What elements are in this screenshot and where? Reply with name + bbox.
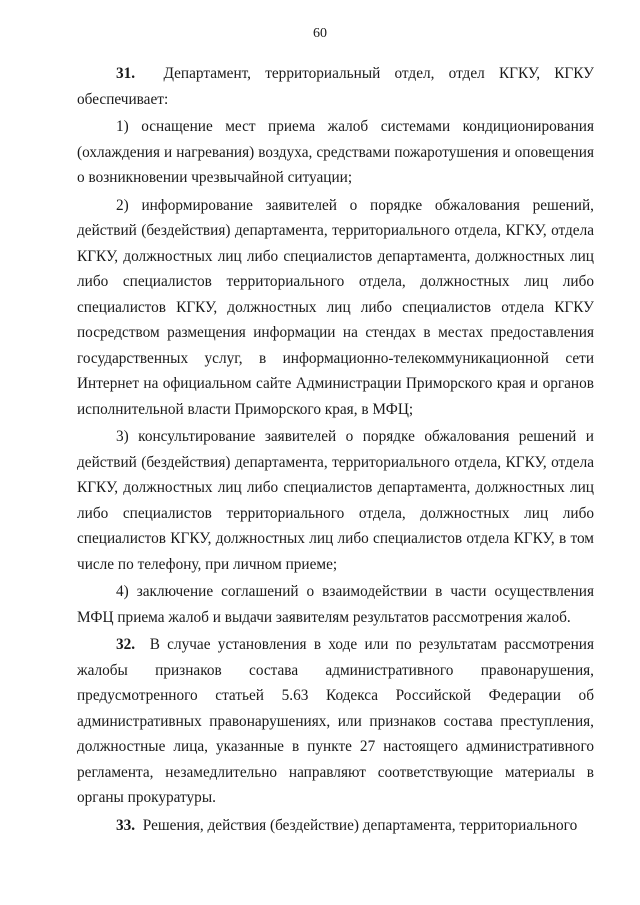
paragraph-text: 1) оснащение мест приема жалоб системами кондиционирования (охлаждения и нагревания) воздуха, средствами пожаротушения и оповещения о возникновении чрезвычайной ситуации; <box>77 118 594 186</box>
list-item-1 <box>77 114 594 191</box>
paragraph-text: 2) информирование заявителей о порядке обжалования решений, действий (бездействия) департамента, территориального отдела, КГКУ, отдела КГКУ, должностных лиц либо специалистов департамента, должностных лиц либо специалистов территориального отдела, должностных лиц либо специалистов КГКУ, должностных лиц либо специалистов отдела КГКУ посредством размещения информации на стендах в местах предоставления государственных услуг, в информационно-телекоммуникационной сети Интернет на официальном сайте Администрации Приморского края и органов исполнительной власти Приморского края, в МФЦ; <box>77 196 594 418</box>
list-item-3 <box>77 424 594 577</box>
list-item-2 <box>77 193 594 423</box>
paragraph-32 <box>77 632 594 811</box>
paragraph-text: 3) консультирование заявителей о порядке обжалования решений и действий (бездействия) департамента, территориального отдела, КГКУ, отдела КГКУ, должностных лиц либо специалистов департамента, должностных лиц либо специалистов территориального отдела, должностных лиц либо специалистов КГКУ, должностных лиц либо специалистов отдела КГКУ, в том числе по телефону, при личном приеме; <box>77 428 594 573</box>
paragraph-number: 33. <box>116 816 136 834</box>
paragraph-33 <box>77 813 594 839</box>
paragraph-number: 31. <box>116 65 136 82</box>
paragraph-31 <box>77 61 594 112</box>
body-text <box>77 61 594 838</box>
paragraph-text: Департамент, территориальный отдел, отдел КГКУ, КГКУ обеспечивает: <box>77 65 594 108</box>
page-number: 60 <box>313 26 327 41</box>
paragraph-text: 4) заключение соглашений о взаимодействии в части осуществления МФЦ приема жалоб и выдачи заявителям результатов рассмотрения жалоб. <box>77 583 594 626</box>
paragraph-text: В случае установления в ходе или по результатам рассмотрения жалобы признаков состава административного правонарушения, предусмотренного статьей 5.63 Кодекса Российской Федерации об административных правонарушениях, или признаков состава преступления, должностные лица, указанные в пункте 27 настоящего административного регламента, незамедлительно направляют соответствующие материалы в органы прокуратуры. <box>77 636 594 806</box>
paragraph-text: Решения, действия (бездействие) департамента, территориального <box>142 816 578 834</box>
list-item-4 <box>77 579 594 630</box>
paragraph-number: 32. <box>116 636 136 653</box>
